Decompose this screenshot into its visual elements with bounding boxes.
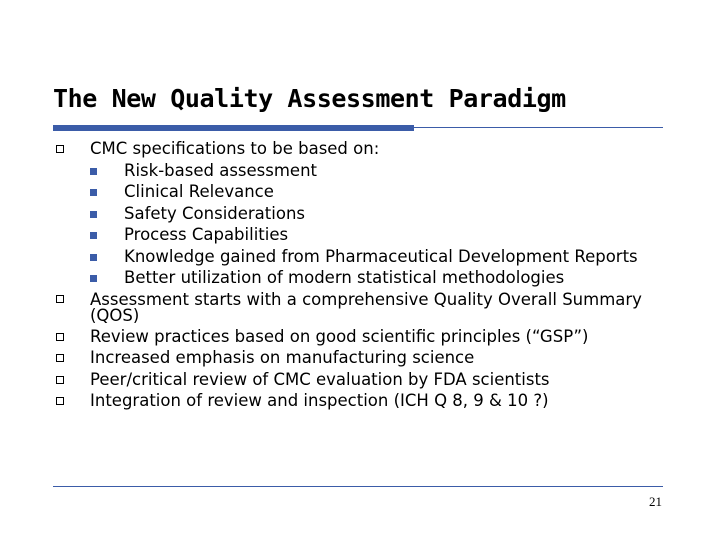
list-item-text: Increased emphasis on manufacturing science bbox=[90, 348, 475, 367]
sub-list-item bbox=[90, 203, 663, 225]
sub-list-item-text: Knowledge gained from Pharmaceutical Development Reports bbox=[124, 246, 638, 266]
list-item-text: CMC specifications to be based on: bbox=[90, 139, 380, 158]
sub-bullet-list bbox=[90, 160, 663, 289]
list-item-text: Review practices based on good scientific principles (“GSP”) bbox=[90, 326, 589, 346]
solid-square-bullet-icon bbox=[90, 275, 97, 282]
hollow-square-bullet-icon bbox=[56, 333, 64, 341]
sub-list-item-text: Risk-based assessment bbox=[124, 160, 318, 180]
sub-list-item bbox=[90, 246, 663, 268]
hollow-square-bullet-icon bbox=[56, 376, 64, 384]
bullet-list bbox=[53, 138, 663, 412]
sub-list-item bbox=[90, 267, 663, 289]
list-item bbox=[53, 369, 663, 391]
hollow-square-bullet-icon bbox=[56, 145, 64, 153]
hollow-square-bullet-icon bbox=[56, 295, 64, 303]
list-item bbox=[53, 138, 663, 289]
hollow-square-bullet-icon bbox=[56, 354, 64, 362]
list-item bbox=[53, 390, 663, 412]
slide-title: The New Quality Assessment Paradigm bbox=[53, 84, 566, 113]
sub-list-item-text: Clinical Relevance bbox=[124, 182, 274, 201]
solid-square-bullet-icon bbox=[90, 232, 97, 239]
solid-square-bullet-icon bbox=[90, 168, 97, 175]
sub-list-item-text: Process Capabilities bbox=[124, 225, 289, 244]
list-item-text: Assessment starts with a comprehensive Quality Overall Summary (QOS) bbox=[90, 289, 642, 325]
sub-list-item-text: Safety Considerations bbox=[124, 203, 306, 223]
sub-list-item-text: Better utilization of modern statistical methodologies bbox=[124, 268, 565, 287]
sub-list-item bbox=[90, 160, 663, 182]
list-item-text: Peer/critical review of CMC evaluation by FDA scientists bbox=[90, 369, 550, 389]
list-item bbox=[53, 289, 663, 326]
solid-square-bullet-icon bbox=[90, 254, 97, 261]
list-item bbox=[53, 326, 663, 348]
page-number: 21 bbox=[649, 494, 662, 509]
sub-list-item bbox=[90, 181, 663, 203]
footer-divider bbox=[53, 486, 663, 487]
hollow-square-bullet-icon bbox=[56, 397, 64, 405]
title-divider-thick bbox=[53, 125, 414, 131]
list-item-text: Integration of review and inspection (ICH Q 8, 9 & 10 ?) bbox=[90, 391, 549, 410]
solid-square-bullet-icon bbox=[90, 189, 97, 196]
list-item bbox=[53, 347, 663, 369]
solid-square-bullet-icon bbox=[90, 211, 97, 218]
sub-list-item bbox=[90, 224, 663, 246]
